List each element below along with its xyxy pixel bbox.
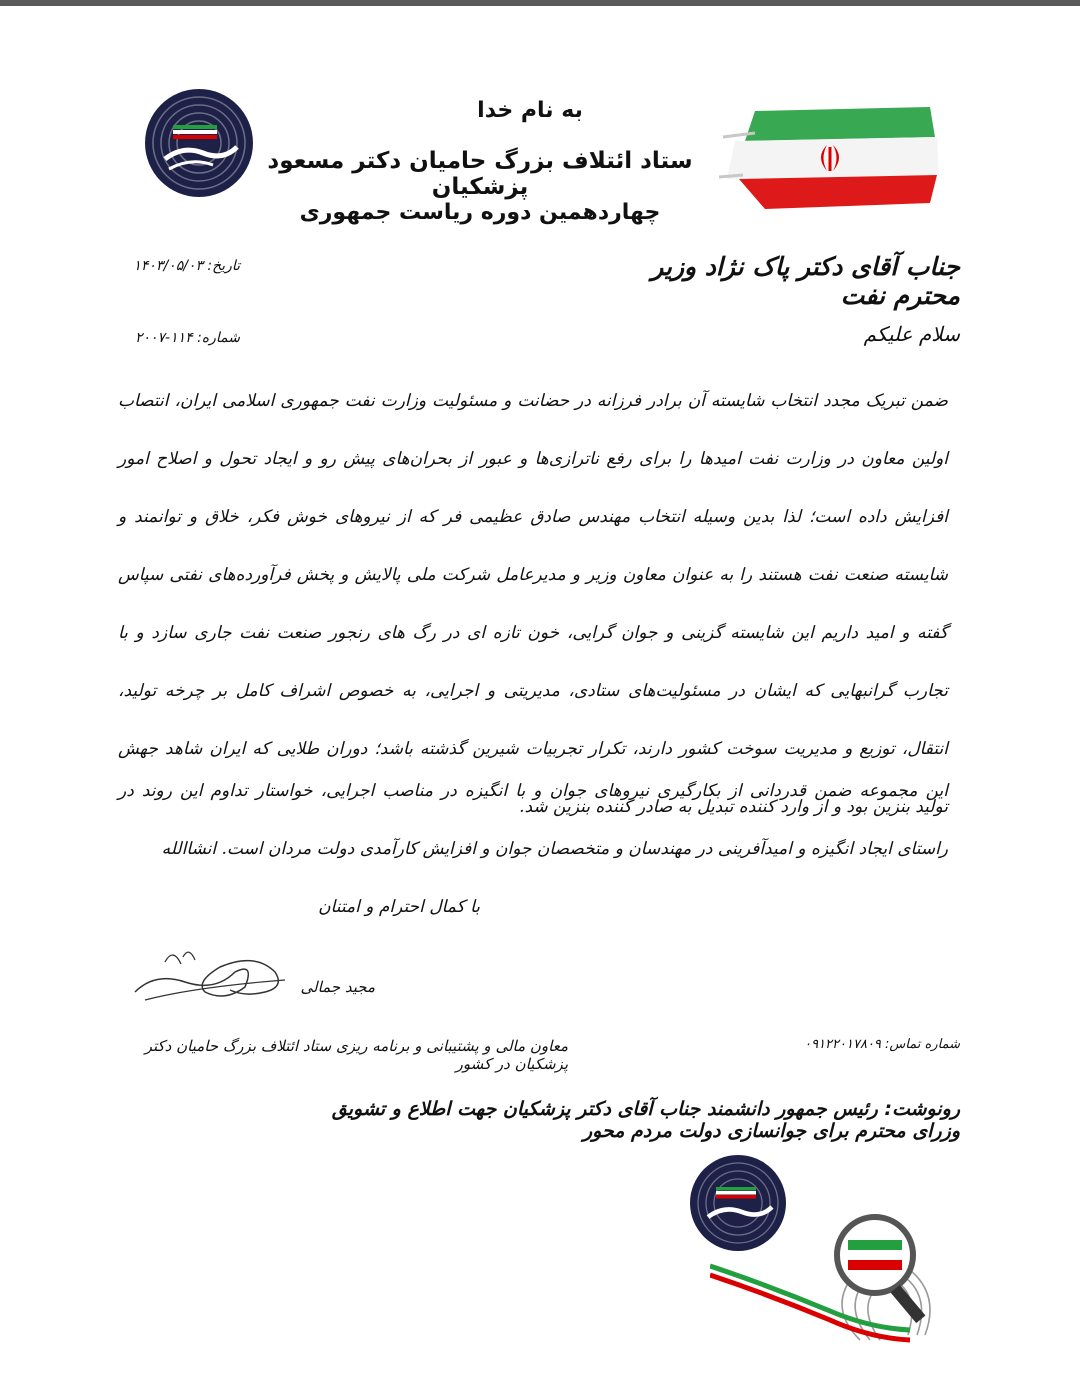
signer-name: مجید جمالی: [300, 978, 375, 996]
recipient-line: جناب آقای دکتر پاک نژاد وزیر محترم نفت: [651, 252, 960, 310]
body-paragraph-2: این مجموعه ضمن قدردانی از بکارگیری نیروهای جوان و با انگیزه در مناصب اجرایی، خواستار تداوم این روند در راستای ایجاد انگیزه و امیدآفرینی در مهندسان و متخصصان جوان و افزایش کارآمدی دولت مردان است. انشاالله: [118, 781, 948, 859]
campaign-logo: [143, 87, 255, 199]
signer-position: معاون مالی و پشتیبانی و برنامه ریزی ستاد ائتلاف بزرگ حامیان دکتر پزشکیان در کشور: [144, 1037, 568, 1073]
top-bar: [0, 0, 1080, 6]
carbon-copy-line: رونوشت: رئیس جمهور دانشمند جناب آقای دکتر پزشکیان جهت اطلاع و تشویق وزرای محترم برای جوانسازی دولت مردم محور: [331, 1098, 960, 1142]
handwritten-signature: [125, 942, 295, 1012]
bismillah: به نام خدا: [477, 98, 583, 123]
contact-number: شماره تماس: ۰۹۱۲۲۰۱۷۸۰۹: [804, 1037, 960, 1052]
greeting: سلام علیکم: [863, 322, 960, 346]
fingerprint-magnifier-emblem: [710, 1200, 955, 1350]
iran-flag-image: [715, 103, 940, 213]
body-paragraph-1: ضمن تبریک مجدد انتخاب شایسته آن برادر فرزانه در حضانت و مسئولیت وزارت نفت جمهوری اسلامی ایران، انتصاب اولین معاون در وزارت نفت امیدها را برای رفع ناترازی‌ها و عبور از بحران‌های پیش رو و ایجاد تحول و اصلاح امور افزایش داده است؛ لذا بدین وسیله انتخاب مهندس صادق عظیمی فر که از نیروهای خوش فکر، خلاق و توانمند و شایسته صنعت نفت هستند را به عنوان معاون وزیر و مدیرعامل شرکت ملی پالایش و پخش فرآورده‌های نفتی سپاس گفته و امید داریم این شایسته گزینی و جوان گرایی، خون تازه ای در رگ های رنجور صنعت نفت جاری سازد و با تجارب گرانبهایی که ایشان در مسئولیت‌های ستادی، مدیریتی و اجرایی، به خصوص اشراف کامل بر چرخه تولید، انتقال، توزیع و مدیریت سوخت کشور دارند، تکرار تجربیات شیرین گذشته باشد؛ دوران طلایی که ایران شاهد جهش تولید بنزین بود و از وارد کننده تبدیل به صادر کننده بنزین شد.: [118, 391, 948, 817]
letter-date: تاریخ: ۱۴۰۳/۰۵/۰۳: [133, 258, 240, 274]
organization-title: ستاد ائتلاف بزرگ حامیان دکتر مسعود پزشکیان: [267, 148, 693, 200]
election-period: چهاردهمین دوره ریاست جمهوری: [299, 200, 661, 225]
closing-phrase: با کمال احترام و امتنان: [318, 897, 480, 917]
letter-number: شماره: ۱۱۴-۲۰۰۷: [134, 330, 240, 346]
